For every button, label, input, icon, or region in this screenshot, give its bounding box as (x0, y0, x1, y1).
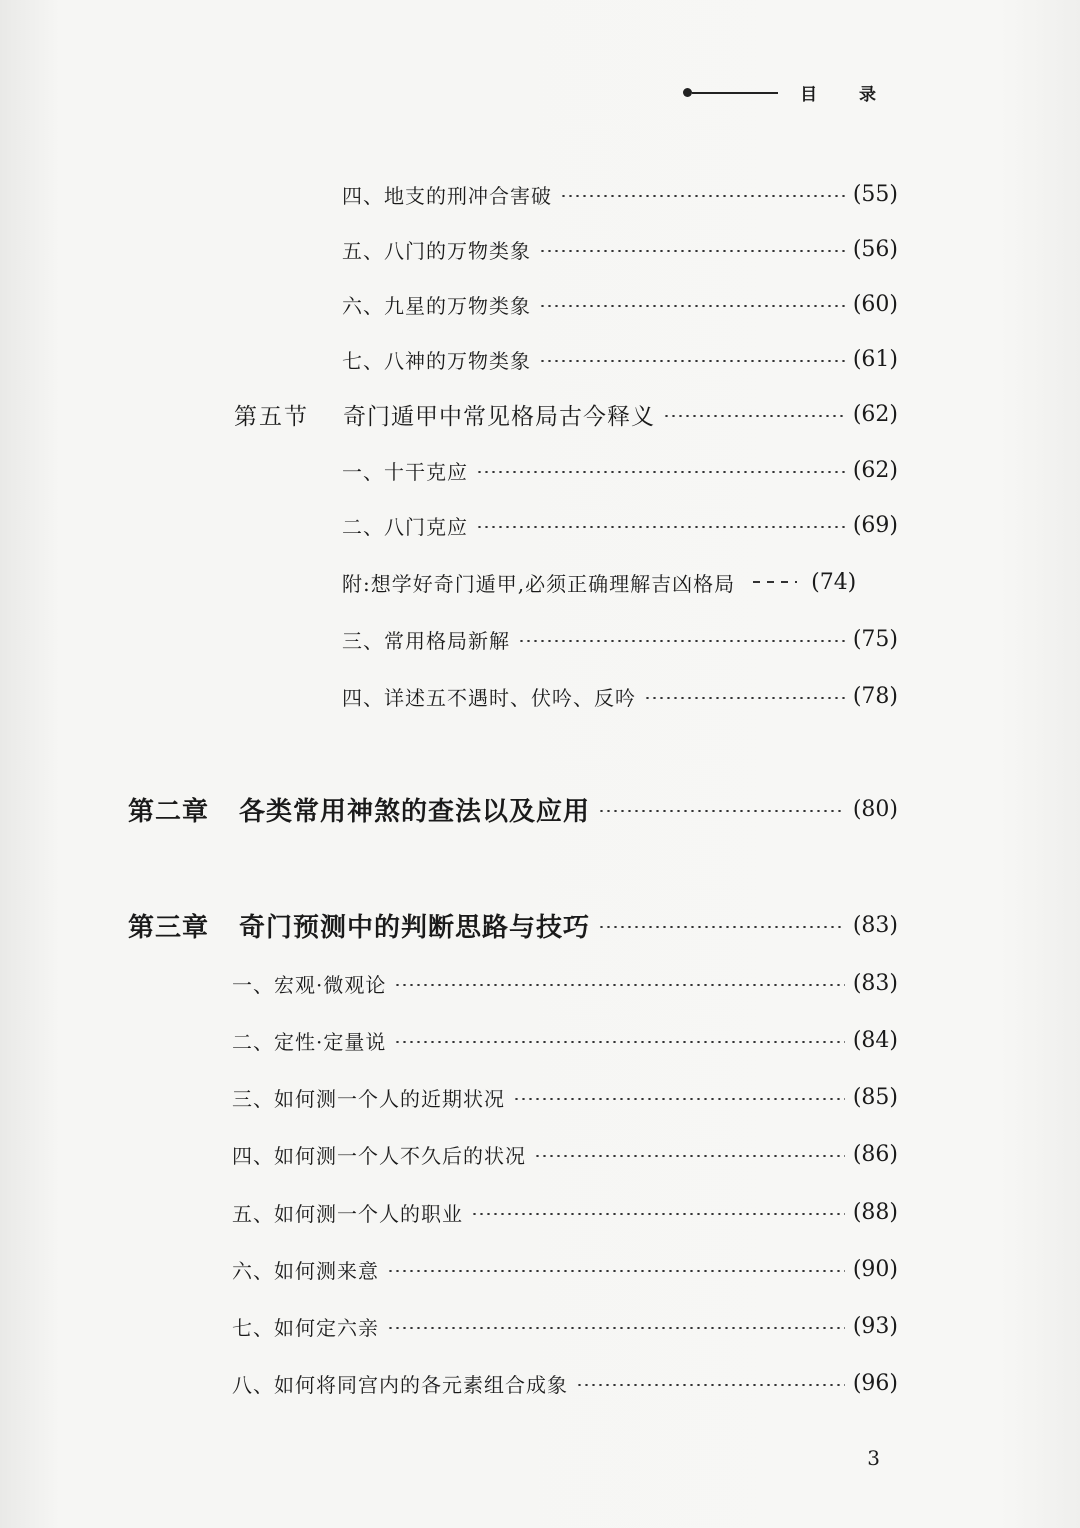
toc-entry-title: 一、宏观·微观论 (232, 972, 387, 997)
leader-dots (663, 415, 845, 417)
toc-entry-page: (86) (852, 1141, 898, 1167)
toc-entry-title: 五、八门的万物类象 (342, 238, 531, 263)
toc-entry[interactable] (232, 1363, 898, 1403)
toc-entry-page: (60) (852, 291, 898, 317)
toc-entry-page: (85) (852, 1084, 898, 1110)
toc-entry-page: (56) (852, 236, 898, 262)
running-head-dot-icon (683, 88, 692, 97)
toc-section-entry[interactable] (234, 394, 898, 434)
toc-chapter-entry[interactable] (128, 905, 898, 945)
toc-entry[interactable] (232, 1020, 898, 1060)
toc-entry-title: 三、常用格局新解 (342, 628, 510, 653)
toc-entry[interactable] (342, 676, 898, 716)
toc-chapter-title: 各类常用神煞的查法以及应用 (239, 796, 591, 827)
toc-entry[interactable] (232, 1249, 898, 1289)
toc-entry-page: (93) (852, 1313, 898, 1339)
toc-chapter-entry[interactable] (128, 789, 898, 829)
leader-dots (387, 1327, 845, 1329)
toc-entry-title: 七、八神的万物类象 (342, 348, 531, 373)
toc-entry-page: (69) (852, 512, 898, 538)
toc-entry-title: 五、如何测一个人的职业 (232, 1201, 463, 1226)
toc-chapter-title: 奇门预测中的判断思路与技巧 (239, 912, 591, 943)
page-number: 3 (867, 1446, 880, 1470)
toc-entry-title: 四、地支的刑冲合害破 (342, 183, 552, 208)
toc-entry-page: (78) (852, 683, 898, 709)
toc-entry-page: (75) (852, 626, 898, 652)
toc-entry-page: (80) (852, 796, 898, 822)
toc-entry-title: 奇门遁甲中常见格局古今释义 (343, 403, 655, 430)
toc-entry-title: 二、八门克应 (342, 514, 468, 539)
leader-dashes (753, 581, 797, 583)
leader-dots (598, 810, 845, 812)
toc-entry-page: (62) (852, 401, 898, 427)
leader-dots (539, 360, 845, 362)
toc-entry-title: 二、定性·定量说 (232, 1029, 387, 1054)
toc-entry[interactable] (342, 174, 898, 214)
leader-dots (394, 1041, 844, 1043)
leader-dots (598, 926, 845, 928)
toc-entry-page: (90) (852, 1256, 898, 1282)
toc-entry-title: 附:想学好奇门遁甲,必须正确理解吉凶格局 (342, 571, 736, 596)
leader-dots (476, 471, 845, 473)
toc-entry-title: 三、如何测一个人的近期状况 (232, 1086, 505, 1111)
toc-entry[interactable] (232, 1077, 898, 1117)
toc-entry-title: 七、如何定六亲 (232, 1315, 379, 1340)
leader-dots (560, 195, 845, 197)
toc-entry-page: (96) (852, 1370, 898, 1396)
leader-dots (476, 526, 845, 528)
leader-dots (518, 640, 845, 642)
running-head (683, 80, 894, 105)
toc-entry[interactable] (232, 963, 898, 1003)
leader-dots (576, 1384, 845, 1386)
toc-entry-title: 一、十干克应 (342, 459, 468, 484)
leader-dots (387, 1270, 845, 1272)
leader-dots (539, 305, 845, 307)
toc-entry-page: (88) (852, 1199, 898, 1225)
leader-dots (534, 1155, 845, 1157)
running-head-rule (692, 92, 778, 94)
toc-entry-title: 六、如何测来意 (232, 1258, 379, 1283)
toc-entry-title: 八、如何将同宫内的各元素组合成象 (232, 1372, 568, 1397)
toc-entry[interactable] (342, 450, 898, 490)
leader-dots (644, 697, 845, 699)
toc-entry-page: (74) (811, 569, 857, 595)
leader-dots (471, 1213, 845, 1215)
leader-dots (394, 984, 844, 986)
toc-entry[interactable] (342, 284, 898, 324)
section-number: 第五节 (234, 403, 309, 430)
toc-entry[interactable] (232, 1306, 898, 1346)
toc-entry-page: (62) (852, 457, 898, 483)
toc-entry[interactable] (232, 1192, 898, 1232)
toc-entry-title: 六、九星的万物类象 (342, 293, 531, 318)
toc-entry-page: (83) (852, 912, 898, 938)
toc-entry[interactable] (342, 619, 898, 659)
running-head-title: 目 录 (800, 85, 894, 105)
toc-entry-page: (61) (852, 346, 898, 372)
toc-entry[interactable] (342, 339, 898, 379)
chapter-number: 第二章 (128, 796, 210, 827)
leader-dots (513, 1098, 845, 1100)
toc-entry[interactable] (342, 505, 898, 545)
leader-dots (539, 250, 845, 252)
toc-entry-page: (84) (852, 1027, 898, 1053)
toc-entry-page: (83) (852, 970, 898, 996)
toc-entry[interactable] (232, 1134, 898, 1174)
toc-entry-title: 四、详述五不遇时、伏吟、反吟 (342, 685, 636, 710)
toc-entry-title: 四、如何测一个人不久后的状况 (232, 1143, 526, 1168)
chapter-number: 第三章 (128, 912, 210, 943)
toc-entry[interactable] (342, 562, 898, 602)
toc-entry-page: (55) (852, 181, 898, 207)
toc-entry[interactable] (342, 229, 898, 269)
